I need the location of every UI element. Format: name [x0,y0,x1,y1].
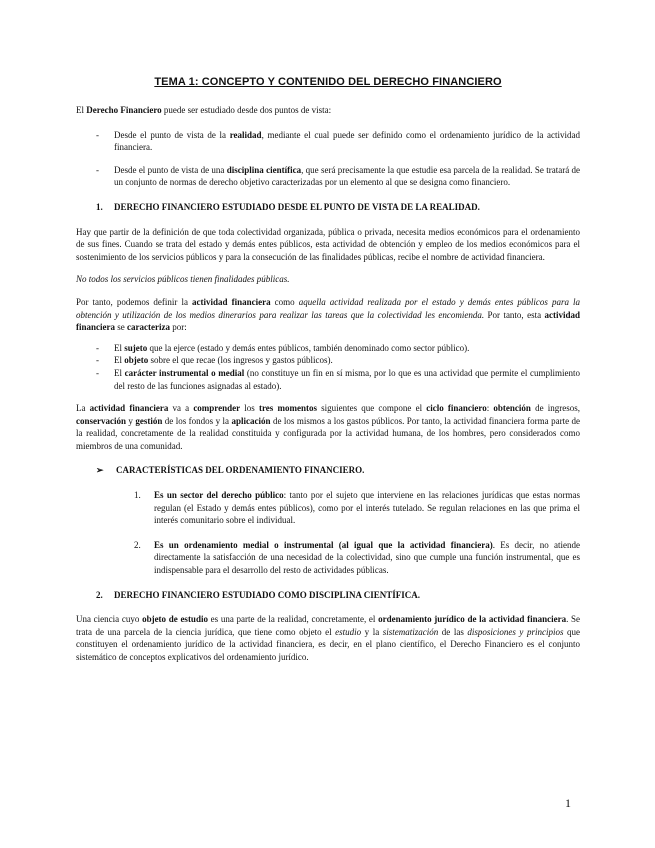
item-number: 2. [134,539,141,550]
item-number: 1. [134,490,141,501]
characteristic-item-public-law: 1. Es un sector del derecho público: tanto por el sujeto que interviene en las relaciones jurídicas que estas normas regulan (el Estado y demás entes públicos), como por el interés tutelado. Se regulan relaciones en las que prima el interés comunitario sobre el individual. [134,490,580,526]
document-page [76,76,580,664]
dash-bullet: - [96,129,99,140]
viewpoint-item-reality: - Desde el punto de vista de la realidad, mediante el cual puede ser definido como el ordenamiento jurídico de la actividad financiera. [96,129,580,153]
dash-bullet: - [96,342,99,353]
section-1-paragraph-3: Por tanto, podemos definir la actividad financiera como aquella actividad realizada por el estado y demás entes públicos para la obtención y utilización de los medios dinerarios para realizar las tareas que la colectividad les encomienda. Por tanto, esta actividad financiera se caracteriza por: [76,296,581,333]
dash-bullet: - [96,355,99,366]
section-number: 1. [96,201,103,212]
trait-item-subject: - El sujeto que la ejerce (estado y demás entes públicos, también denominado como sector público). [96,342,470,353]
section-1-paragraph-2: No todos los servicios públicos tienen finalidades públicas. [76,274,290,285]
section-1-paragraph-4: La actividad financiera va a comprender los tres momentos siguientes que compone el ciclo financiero: obtención de ingresos, conservación y gestión de los fondos y la aplicación de los mismos a los gastos públicos. Por tanto, la actividad financiera forma parte de la realidad, concretamente de la realidad constituida y configurada por la actividad humana, de los hombres, pero considerados como miembros de una comunidad. [76,403,580,451]
page-title: TEMA 1: CONCEPTO Y CONTENIDO DEL DERECHO FINANCIERO [154,76,502,88]
section-2-paragraph: Una ciencia cuyo objeto de estudio es una parte de la realidad, concretamente, el ordenamiento jurídico de la actividad financiera. Se trata de una parcela de la ciencia jurídica, que tiene como objeto el estudio y la sistematización de las disposiciones y principios que constituyen el ordenamiento jurídico de la actividad financiera, es decir, en el plano científico, el Derecho Financiero es el conjunto sistemático de conceptos explicativos del ordenamiento jurídico. [76,614,581,662]
dash-bullet: - [96,367,99,378]
trait-item-object: - El objeto sobre el que recae (los ingresos y gastos públicos). [96,355,333,366]
intro-paragraph: El Derecho Financiero puede ser estudiado desde dos puntos de vista: [76,105,332,115]
viewpoint-item-science: - Desde el punto de vista de una disciplina científica, que será precisamente la que estudie esa parcela de la realidad. Se tratará de un conjunto de normas de derecho objetivo caracterizadas por un elemento al que se designa como financiero. [96,164,581,188]
section-2-heading: 2. DERECHO FINANCIERO ESTUDIADO COMO DISCIPLINA CIENTÍFICA. [96,589,421,600]
page-number: 1 [565,796,571,810]
arrow-bullet-icon: ➢ [96,465,104,476]
trait-item-instrumental: - El carácter instrumental o medial (no constituye un fin en sí misma, por lo que es una actividad que permite el cumplimiento del resto de las funciones asignadas al estado). [96,367,580,391]
section-1-heading: 1. DERECHO FINANCIERO ESTUDIADO DESDE EL PUNTO DE VISTA DE LA REALIDAD. [96,201,480,212]
section-1-paragraph-1: Hay que partir de la definición de que toda colectividad organizada, pública o privada, necesita medios económicos para el ordenamiento de sus fines. Cuando se trata del estado y demás entes públicos, esta actividad de obtención y empleo de los medios económicos para el sostenimiento de los servicios públicos y para la consecución de las finalidades públicas, recibe el nombre de actividad financiera. [76,226,580,262]
dash-bullet: - [96,164,99,175]
section-number: 2. [96,589,103,600]
characteristic-item-instrumental: 2. Es un ordenamiento medial o instrumental (al igual que la actividad financiera). Es decir, no atiende directamente la satisfacción de una necesidad de la colectividad, sino que cumple una función instrumental, que es indispensable para el desarrollo del resto de actividades públicas. [134,539,580,576]
characteristics-heading: ➢ CARACTERÍSTICAS DEL ORDENAMIENTO FINANCIERO. [96,465,365,476]
